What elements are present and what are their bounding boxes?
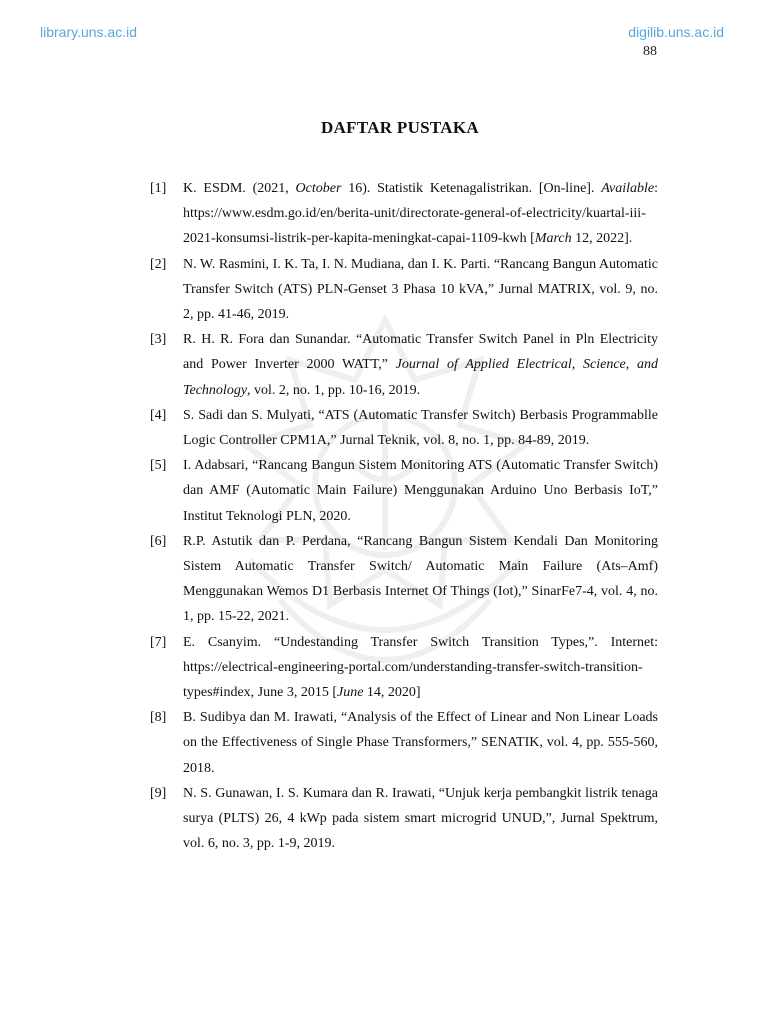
header-site-left: library.uns.ac.id — [40, 24, 138, 40]
reference-text: N. S. Gunawan, I. S. Kumara dan R. Irawati, “Unjuk kerja pembangkit listrik tenaga surya (PLTS) 26, 4 kWp pada sistem smart microgrid UNUD,”, Jurnal Spektrum, vol. 6, no. 3, pp. 1-9, 2019. — [183, 785, 658, 852]
reference-item — [150, 176, 658, 252]
reference-item — [150, 705, 658, 781]
header-site-right: digilib.uns.ac.id — [628, 24, 724, 40]
reference-text: N. W. Rasmini, I. K. Ta, I. N. Mudiana, dan I. K. Parti. “Rancang Bangun Automatic Transfer Switch (ATS) PLN-Genset 3 Phasa 10 kVA,” Jurnal MATRIX, vol. 9, no. 2, pp. 41-46, 2019. — [183, 256, 658, 323]
reference-item — [150, 529, 658, 630]
reference-text: B. Sudibya dan M. Irawati, “Analysis of the Effect of Linear and Non Linear Loads on the Effectiveness of Single Phase Transformers,” SENATIK, vol. 4, pp. 555-560, 2018. — [183, 710, 658, 776]
reference-number: [9] — [150, 785, 167, 801]
reference-number: [1] — [150, 181, 167, 196]
reference-number: [6] — [150, 533, 167, 549]
reference-item — [150, 630, 658, 706]
reference-item — [150, 252, 658, 328]
reference-number: [3] — [150, 332, 167, 348]
reference-text: K. ESDM. (2021, October 16). Statistik Ketenagalistrikan. [On-line]. Available: https://www.esdm.go.id/en/berita-unit/directorate-general-of-electricity/kuartal-iii-2021-konsumsi-listrik-per-kapita-meningkat-capai-1109-kwh [March 12, 2022]. — [183, 181, 659, 247]
reference-text: I. Adabsari, “Rancang Bangun Sistem Monitoring ATS (Automatic Transfer Switch) dan AMF (Automatic Main Failure) Menggunakan Arduino Uno Berbasis IoT,” Institut Teknologi PLN, 2020. — [183, 458, 658, 524]
reference-item — [150, 327, 658, 403]
reference-item — [150, 781, 658, 857]
page-number: 88 — [643, 44, 657, 59]
reference-number: [8] — [150, 710, 167, 726]
reference-text: S. Sadi dan S. Mulyati, “ATS (Automatic Transfer Switch) Berbasis Programmablle Logic Controller CPM1A,” Jurnal Teknik, vol. 8, no. 1, pp. 84-89, 2019. — [183, 407, 658, 449]
page-title: DAFTAR PUSTAKA — [321, 118, 479, 137]
reference-list — [150, 176, 658, 856]
reference-number: [7] — [150, 634, 167, 650]
reference-text: E. Csanyim. “Undestanding Transfer Switch Transition Types,”. Internet: https://electrical-engineering-portal.com/understanding-transfer-switch-transition-types#index, June 3, 2015 [June 14, 2020] — [183, 634, 658, 701]
reference-number: [5] — [150, 458, 167, 474]
reference-item — [150, 403, 658, 453]
reference-item — [150, 453, 658, 529]
reference-text: R. H. R. Fora dan Sunandar. “Automatic Transfer Switch Panel in Pln Electricity and Power Inverter 2000 WATT,” Journal of Applied Electrical, Science, and Technology, vol. 2, no. 1, pp. 10-16, 2019. — [183, 332, 658, 398]
reference-number: [2] — [150, 256, 167, 272]
reference-number: [4] — [150, 407, 167, 423]
reference-text: R.P. Astutik dan P. Perdana, “Rancang Bangun Sistem Kendali Dan Monitoring Sistem Automatic Transfer Switch/ Automatic Main Failure (Ats–Amf) Menggunakan Wemos D1 Berbasis Internet Of Things (Iot),” SinarFe7-4, vol. 4, no. 1, pp. 15-22, 2021. — [183, 533, 658, 625]
